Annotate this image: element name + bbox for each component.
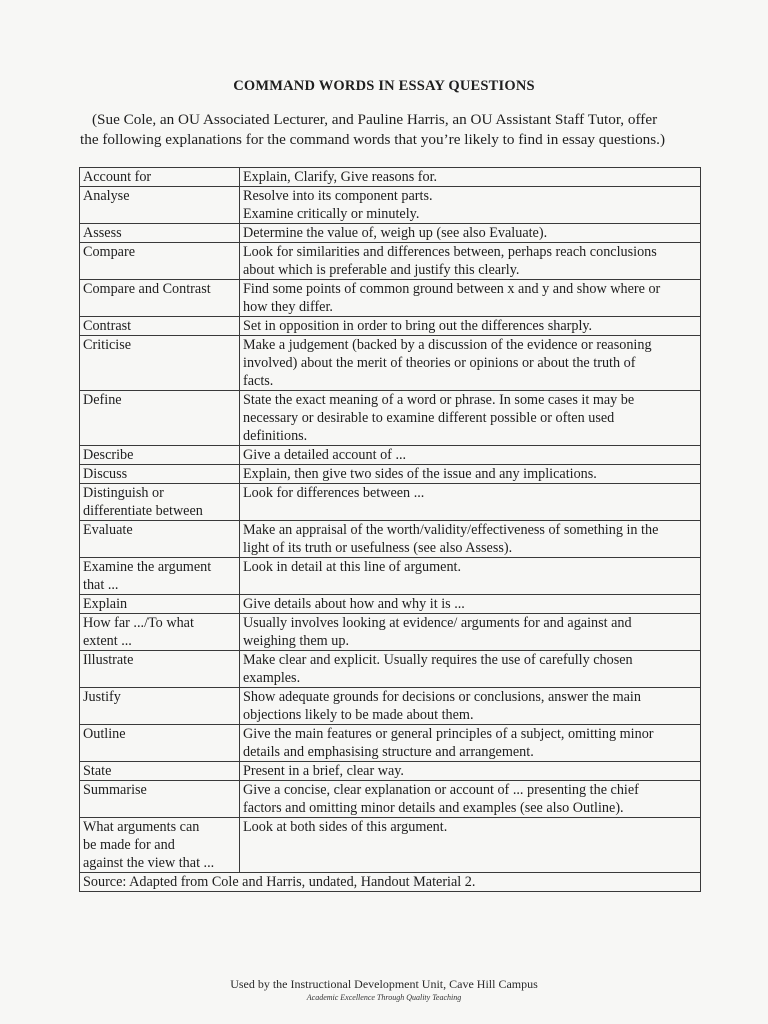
command-word — [80, 781, 240, 818]
command-words-table — [79, 167, 701, 892]
command-word-line: against the view that ... — [83, 855, 215, 871]
explanation-line: Explain, then give two sides of the issue and any implications. — [243, 466, 597, 482]
table-row — [80, 168, 701, 187]
explanation-line: objections likely to be made about them. — [243, 707, 474, 723]
table-row — [80, 725, 701, 762]
command-explanation — [240, 336, 701, 391]
command-explanation — [240, 484, 701, 521]
command-word — [80, 762, 240, 781]
command-word-line: Compare — [83, 244, 136, 260]
table-row — [80, 521, 701, 558]
explanation-line: weighing them up. — [243, 633, 349, 649]
table-row — [80, 558, 701, 595]
explanation-line: Make a judgement (backed by a discussion of the evidence or reasoning — [243, 337, 652, 353]
intro-line: (Sue Cole, an OU Associated Lecturer, and Pauline Harris, an OU Assistant Staff Tutor, offer — [92, 111, 658, 128]
command-explanation — [240, 224, 701, 243]
command-word-line: be made for and — [83, 837, 175, 853]
command-explanation — [240, 187, 701, 224]
command-explanation — [240, 465, 701, 484]
table-row — [80, 484, 701, 521]
command-word — [80, 558, 240, 595]
explanation-line: examples. — [243, 670, 301, 686]
command-word-line: Examine the argument — [83, 559, 212, 575]
explanation-line: Give a detailed account of ... — [243, 447, 407, 463]
table-row — [80, 614, 701, 651]
table-row — [80, 446, 701, 465]
explanation-line: Give the main features or general principles of a subject, omitting minor — [243, 726, 654, 742]
explanation-line: details and emphasising structure and arrangement. — [243, 744, 534, 760]
table-row — [80, 781, 701, 818]
command-word-line: Summarise — [83, 782, 147, 798]
command-word-line: Illustrate — [83, 652, 134, 668]
command-word-line: Analyse — [83, 188, 130, 204]
command-word — [80, 336, 240, 391]
command-word — [80, 391, 240, 446]
command-word — [80, 187, 240, 224]
command-word-line: Criticise — [83, 337, 132, 353]
command-explanation — [240, 725, 701, 762]
command-word-line: What arguments can — [83, 819, 200, 835]
table-row — [80, 651, 701, 688]
explanation-line: Explain, Clarify, Give reasons for. — [243, 169, 438, 185]
command-word — [80, 595, 240, 614]
command-word-line: that ... — [83, 577, 119, 593]
explanation-line: factors and omitting minor details and examples (see also Outline). — [243, 800, 624, 816]
table-row — [80, 243, 701, 280]
command-explanation — [240, 280, 701, 317]
explanation-line: Set in opposition in order to bring out the differences sharply. — [243, 318, 593, 334]
intro-line: the following explanations for the command words that you’re likely to find in essay questions.) — [80, 131, 666, 148]
command-word-line: State — [83, 763, 112, 779]
explanation-line: definitions. — [243, 428, 308, 444]
command-word-line: Describe — [83, 447, 134, 463]
command-word — [80, 484, 240, 521]
footer-line: Used by the Instructional Development Unit, Cave Hill Campus — [230, 977, 538, 991]
explanation-line: Look at both sides of this argument. — [243, 819, 448, 835]
explanation-line: involved) about the merit of theories or opinions or about the truth of — [243, 355, 636, 371]
command-word-line: How far .../To what — [83, 615, 194, 631]
explanation-line: Resolve into its component parts. — [243, 188, 433, 204]
explanation-line: facts. — [243, 373, 274, 389]
table-row — [80, 391, 701, 446]
explanation-line: how they differ. — [243, 299, 333, 315]
command-explanation — [240, 651, 701, 688]
explanation-line: Usually involves looking at evidence/ arguments for and against and — [243, 615, 632, 631]
command-word — [80, 818, 240, 873]
command-word-line: Compare and Contrast — [83, 281, 211, 297]
command-word — [80, 651, 240, 688]
command-word — [80, 521, 240, 558]
command-explanation — [240, 818, 701, 873]
command-word — [80, 168, 240, 187]
command-explanation — [240, 781, 701, 818]
table-row — [80, 187, 701, 224]
explanation-line: Look in detail at this line of argument. — [243, 559, 462, 575]
explanation-line: Find some points of common ground between x and y and show where or — [243, 281, 661, 297]
command-explanation — [240, 595, 701, 614]
footer-tagline: Academic Excellence Through Quality Teaching — [306, 993, 462, 1002]
command-explanation — [240, 243, 701, 280]
explanation-line: about which is preferable and justify this clearly. — [243, 262, 520, 278]
command-word-line: Discuss — [83, 466, 128, 482]
command-explanation — [240, 391, 701, 446]
source-note: Source: Adapted from Cole and Harris, undated, Handout Material 2. — [80, 873, 701, 892]
command-word-line: Distinguish or — [83, 485, 164, 501]
page-title: COMMAND WORDS IN ESSAY QUESTIONS — [233, 78, 535, 94]
command-explanation — [240, 558, 701, 595]
command-explanation — [240, 614, 701, 651]
command-word — [80, 317, 240, 336]
page-footer — [0, 976, 768, 1004]
table-row — [80, 336, 701, 391]
command-word-line: Justify — [83, 689, 121, 705]
command-word-line: Outline — [83, 726, 126, 742]
command-word — [80, 465, 240, 484]
table-row — [80, 465, 701, 484]
table-row — [80, 317, 701, 336]
command-word — [80, 725, 240, 762]
explanation-line: Look for similarities and differences between, perhaps reach conclusions — [243, 244, 657, 260]
command-explanation — [240, 521, 701, 558]
explanation-line: Examine critically or minutely. — [243, 206, 420, 222]
explanation-line: Make an appraisal of the worth/validity/effectiveness of something in the — [243, 522, 659, 538]
explanation-line: Present in a brief, clear way. — [243, 763, 404, 779]
command-word — [80, 280, 240, 317]
explanation-line: necessary or desirable to examine different possible or often used — [243, 410, 615, 426]
table-row — [80, 280, 701, 317]
table-row — [80, 818, 701, 873]
explanation-line: Give a concise, clear explanation or account of ... presenting the chief — [243, 782, 639, 798]
command-word — [80, 688, 240, 725]
table-row — [80, 688, 701, 725]
command-word-line: Account for — [83, 169, 152, 185]
command-word-line: Assess — [83, 225, 122, 241]
explanation-line: Determine the value of, weigh up (see also Evaluate). — [243, 225, 548, 241]
explanation-line: Make clear and explicit. Usually requires the use of carefully chosen — [243, 652, 633, 668]
command-word-line: Define — [83, 392, 122, 408]
explanation-line: light of its truth or usefulness (see also Assess). — [243, 540, 513, 556]
command-explanation — [240, 762, 701, 781]
command-explanation — [240, 168, 701, 187]
command-word — [80, 243, 240, 280]
explanation-line: Show adequate grounds for decisions or conclusions, answer the main — [243, 689, 641, 705]
explanation-line: Give details about how and why it is ... — [243, 596, 465, 612]
command-explanation — [240, 688, 701, 725]
command-explanation — [240, 446, 701, 465]
table-row — [80, 762, 701, 781]
intro-paragraph — [80, 110, 692, 150]
source-row — [80, 873, 701, 892]
command-word-line: extent ... — [83, 633, 132, 649]
command-word — [80, 614, 240, 651]
command-word — [80, 224, 240, 243]
command-word-line: Evaluate — [83, 522, 133, 538]
table-row — [80, 224, 701, 243]
explanation-line: State the exact meaning of a word or phrase. In some cases it may be — [243, 392, 635, 408]
table-row — [80, 595, 701, 614]
command-word-line: Contrast — [83, 318, 132, 334]
command-explanation — [240, 317, 701, 336]
command-word-line: differentiate between — [83, 503, 203, 519]
command-word — [80, 446, 240, 465]
command-word-line: Explain — [83, 596, 128, 612]
explanation-line: Look for differences between ... — [243, 485, 425, 501]
